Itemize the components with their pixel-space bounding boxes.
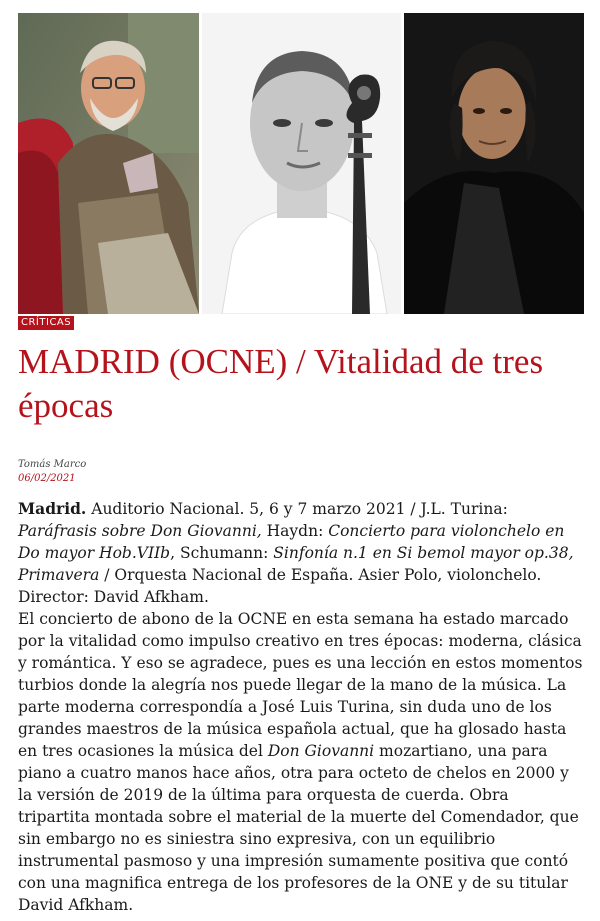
lead-text-4: / Orquesta Nacional de España. Asier Polo, violonchelo. Director: David Afkham. xyxy=(18,566,542,606)
lead-text-3: , Schumann: xyxy=(170,544,274,562)
article-body xyxy=(18,498,584,916)
paragraph-work-1: Don Giovanni xyxy=(267,742,375,760)
lead-text-1: Auditorio Nacional. 5, 6 y 7 marzo 2021 / J.L. Turina: xyxy=(86,500,508,518)
lead-work-3: Sinfonía n.1 en Si bemol mayor op.38, Primavera xyxy=(18,544,574,584)
lead-text-2: Haydn: xyxy=(261,522,329,540)
article-date: 06/02/2021 xyxy=(18,473,76,484)
lead-work-1: Paráfrasis sobre Don Giovanni, xyxy=(18,522,262,540)
paragraph-text-2: mozartiano, una para piano a cuatro manos hace años, otra para octeto de chelos en 2000 y la versión de 2019 de la última para orquesta de cuerda. Obra tripartita montada sobre el material de la muerte del Comendador, que sin embargo no es siniestra sino expresiva, con un equilibrio instrumental pasmoso y una impresión sumamente positiva que contó con una magnifica entrega de los profesores de la ONE y de su titular David Afkham. xyxy=(18,742,579,914)
category-tag[interactable]: CRÍTICAS xyxy=(18,316,74,330)
paragraph-text-1: El concierto de abono de la OCNE en esta semana ha estado marcado por la vitalidad como impulso creativo en tres épocas: moderna, clásica y romántica. Y eso se agradece, pues es una lección en estos momentos turbios donde la alegría nos puede llegar de la mano de la música. La parte moderna correspondía a José Luis Turina, sin duda uno de los grandes maestros de la música española actual, que ha glosado hasta en tres ocasiones la música del xyxy=(18,610,583,760)
article-author[interactable]: Tomás Marco xyxy=(18,459,87,470)
photo-tomas-marco xyxy=(18,13,199,314)
article-title: MADRID (OCNE) / Vitalidad de tres épocas xyxy=(18,342,544,425)
lead-work-2: Concierto para violonchelo en Do mayor Hob.VIIb xyxy=(18,522,565,562)
photo-david-afkham xyxy=(404,13,584,314)
article-paragraph xyxy=(18,608,584,916)
lead-place: Madrid. xyxy=(18,499,87,518)
header-photos xyxy=(18,13,584,314)
article-lead xyxy=(18,498,584,608)
photo-asier-polo xyxy=(202,13,401,314)
